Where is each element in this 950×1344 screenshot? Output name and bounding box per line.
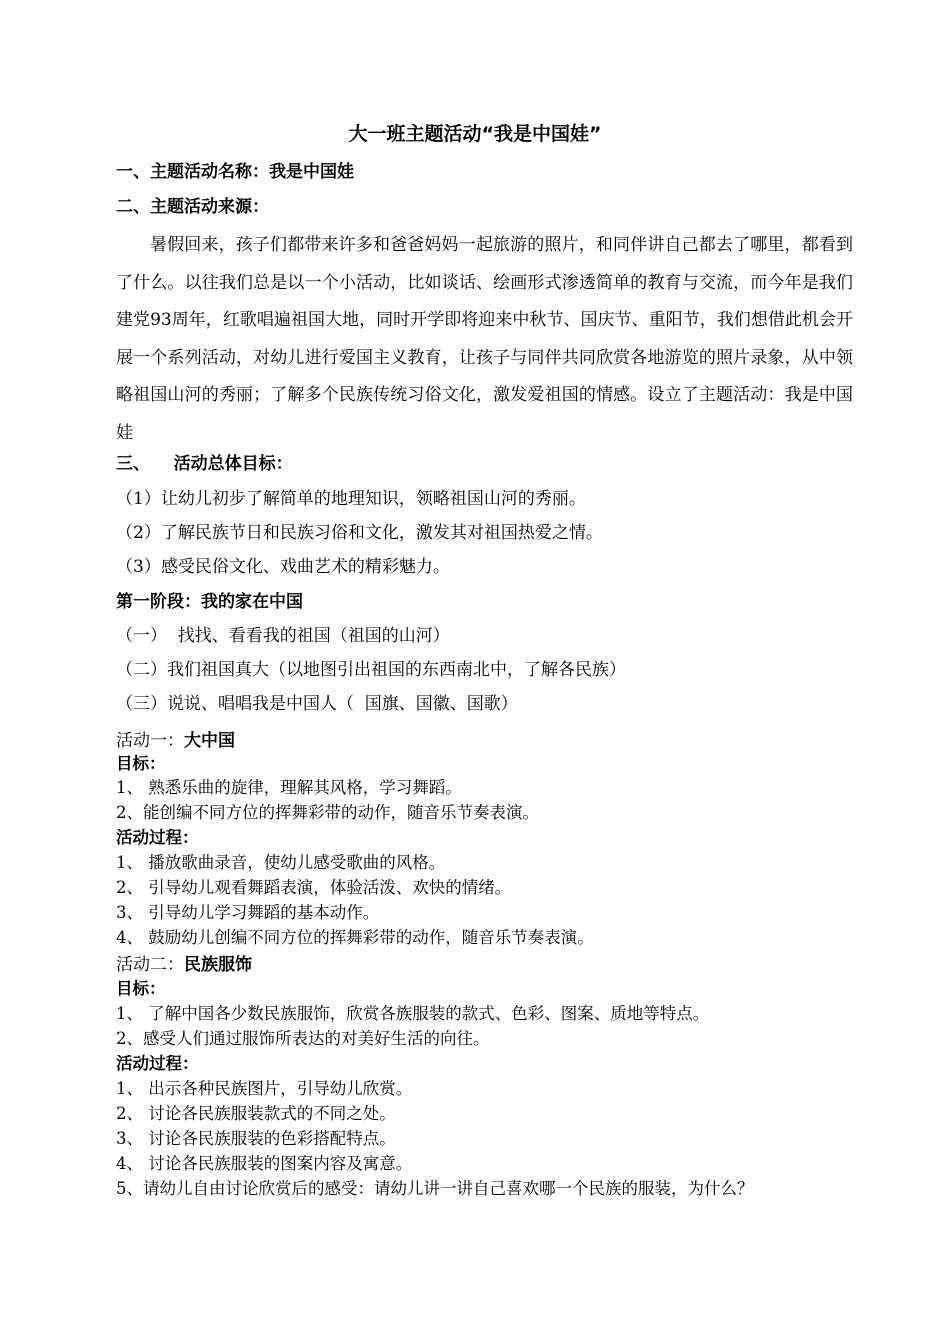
activity-process-item: 5、请幼儿自由讨论欣赏后的感受：请幼儿讲一讲自己喜欢哪一个民族的服装，为什么？ (116, 1179, 754, 1198)
activity-process-item: 2、 讨论各民族服装款式的不同之处。 (116, 1104, 396, 1123)
activity-process-heading: 活动过程： (116, 828, 199, 847)
activity-process-item: 1、 出示各种民族图片，引导幼儿欣赏。 (116, 1079, 413, 1098)
activity-process-item: 3、 讨论各民族服装的色彩搭配特点。 (116, 1129, 396, 1148)
document-title: 大一班主题活动“我是中国娃” (348, 123, 602, 145)
activity-goal-item: 1、 了解中国各少数民族服饰，欣赏各族服装的款式、色彩、图案、质地等特点。 (116, 1004, 710, 1023)
activity-name: 民族服饰 (184, 955, 252, 975)
source-paragraph: 暑假回来，孩子们都带来许多和爸爸妈妈一起旅游的照片，和同伴讲自己都去了哪里，都看到了什么。以往我们总是以一个小活动，比如谈话、绘画形式渗透简单的教育与交流，而今年是我们建党93周年，红歌唱遍祖国大地，同时开学即将迎来中秋节、国庆节、重阳节，我们想借此机会开展一个系列活动，对幼儿进行爱国主义教育，让孩子与同伴共同欣赏各地游览的照片录象，从中领略祖国山河的秀丽；了解多个民族传统习俗文化，激发爱祖国的情感。设立了主题活动：我是中国娃 (116, 235, 853, 443)
section-heading-source: 二、主题活动来源： (116, 197, 269, 217)
overall-goal-item: （3）感受民俗文化、戏曲艺术的精彩魅力。 (116, 557, 450, 577)
stage-item: （一） 找找、看看我的祖国（祖国的山河） (116, 626, 450, 646)
overall-goal-item: （1）让幼儿初步了解简单的地理知识，领略祖国山河的秀丽。 (116, 489, 586, 509)
stage-item: （二）我们祖国真大（以地图引出祖国的东西南北中，了解各民族） (116, 660, 626, 680)
activity-goal-heading: 目标： (116, 754, 166, 773)
section-heading-goals: 三、 活动总体目标： (116, 454, 293, 474)
activity-process-item: 1、 播放歌曲录音，使幼儿感受歌曲的风格。 (116, 853, 446, 872)
activity-prefix: 活动一： (116, 731, 184, 751)
activity-process-item: 2、 引导幼儿观看舞蹈表演，体验活泼、欢快的情绪。 (116, 878, 512, 897)
overall-goal-item: （2）了解民族节日和民族习俗和文化，激发其对祖国热爱之情。 (116, 523, 603, 543)
activity-process-item: 4、 讨论各民族服装的图案内容及寓意。 (116, 1154, 413, 1173)
activity-heading (116, 953, 856, 977)
stage-item: （三）说说、唱唱我是中国人（ 国旗、国徽、国歌） (116, 694, 518, 714)
activity-heading (116, 729, 856, 753)
activity-goal-item: 1、 熟悉乐曲的旋律，理解其风格，学习舞蹈。 (116, 778, 462, 797)
activity-process-heading: 活动过程： (116, 1054, 199, 1073)
activity-goal-item: 2、能创编不同方位的挥舞彩带的动作，随音乐节奏表演。 (116, 803, 539, 822)
activity-process-item: 4、 鼓励幼儿创编不同方位的挥舞彩带的动作，随音乐节奏表演。 (116, 928, 594, 947)
activity-prefix: 活动二： (116, 955, 184, 975)
activity-goal-item: 2、感受人们通过服饰所表达的对美好生活的向往。 (116, 1029, 490, 1048)
activity-process-item: 3、 引导幼儿学习舞蹈的基本动作。 (116, 903, 380, 922)
stage-heading: 第一阶段：我的家在中国 (116, 592, 303, 612)
activity-name: 大中国 (184, 731, 235, 751)
activity-goal-heading: 目标： (116, 979, 166, 998)
section-heading-name: 一、主题活动名称：我是中国娃 (116, 162, 354, 182)
